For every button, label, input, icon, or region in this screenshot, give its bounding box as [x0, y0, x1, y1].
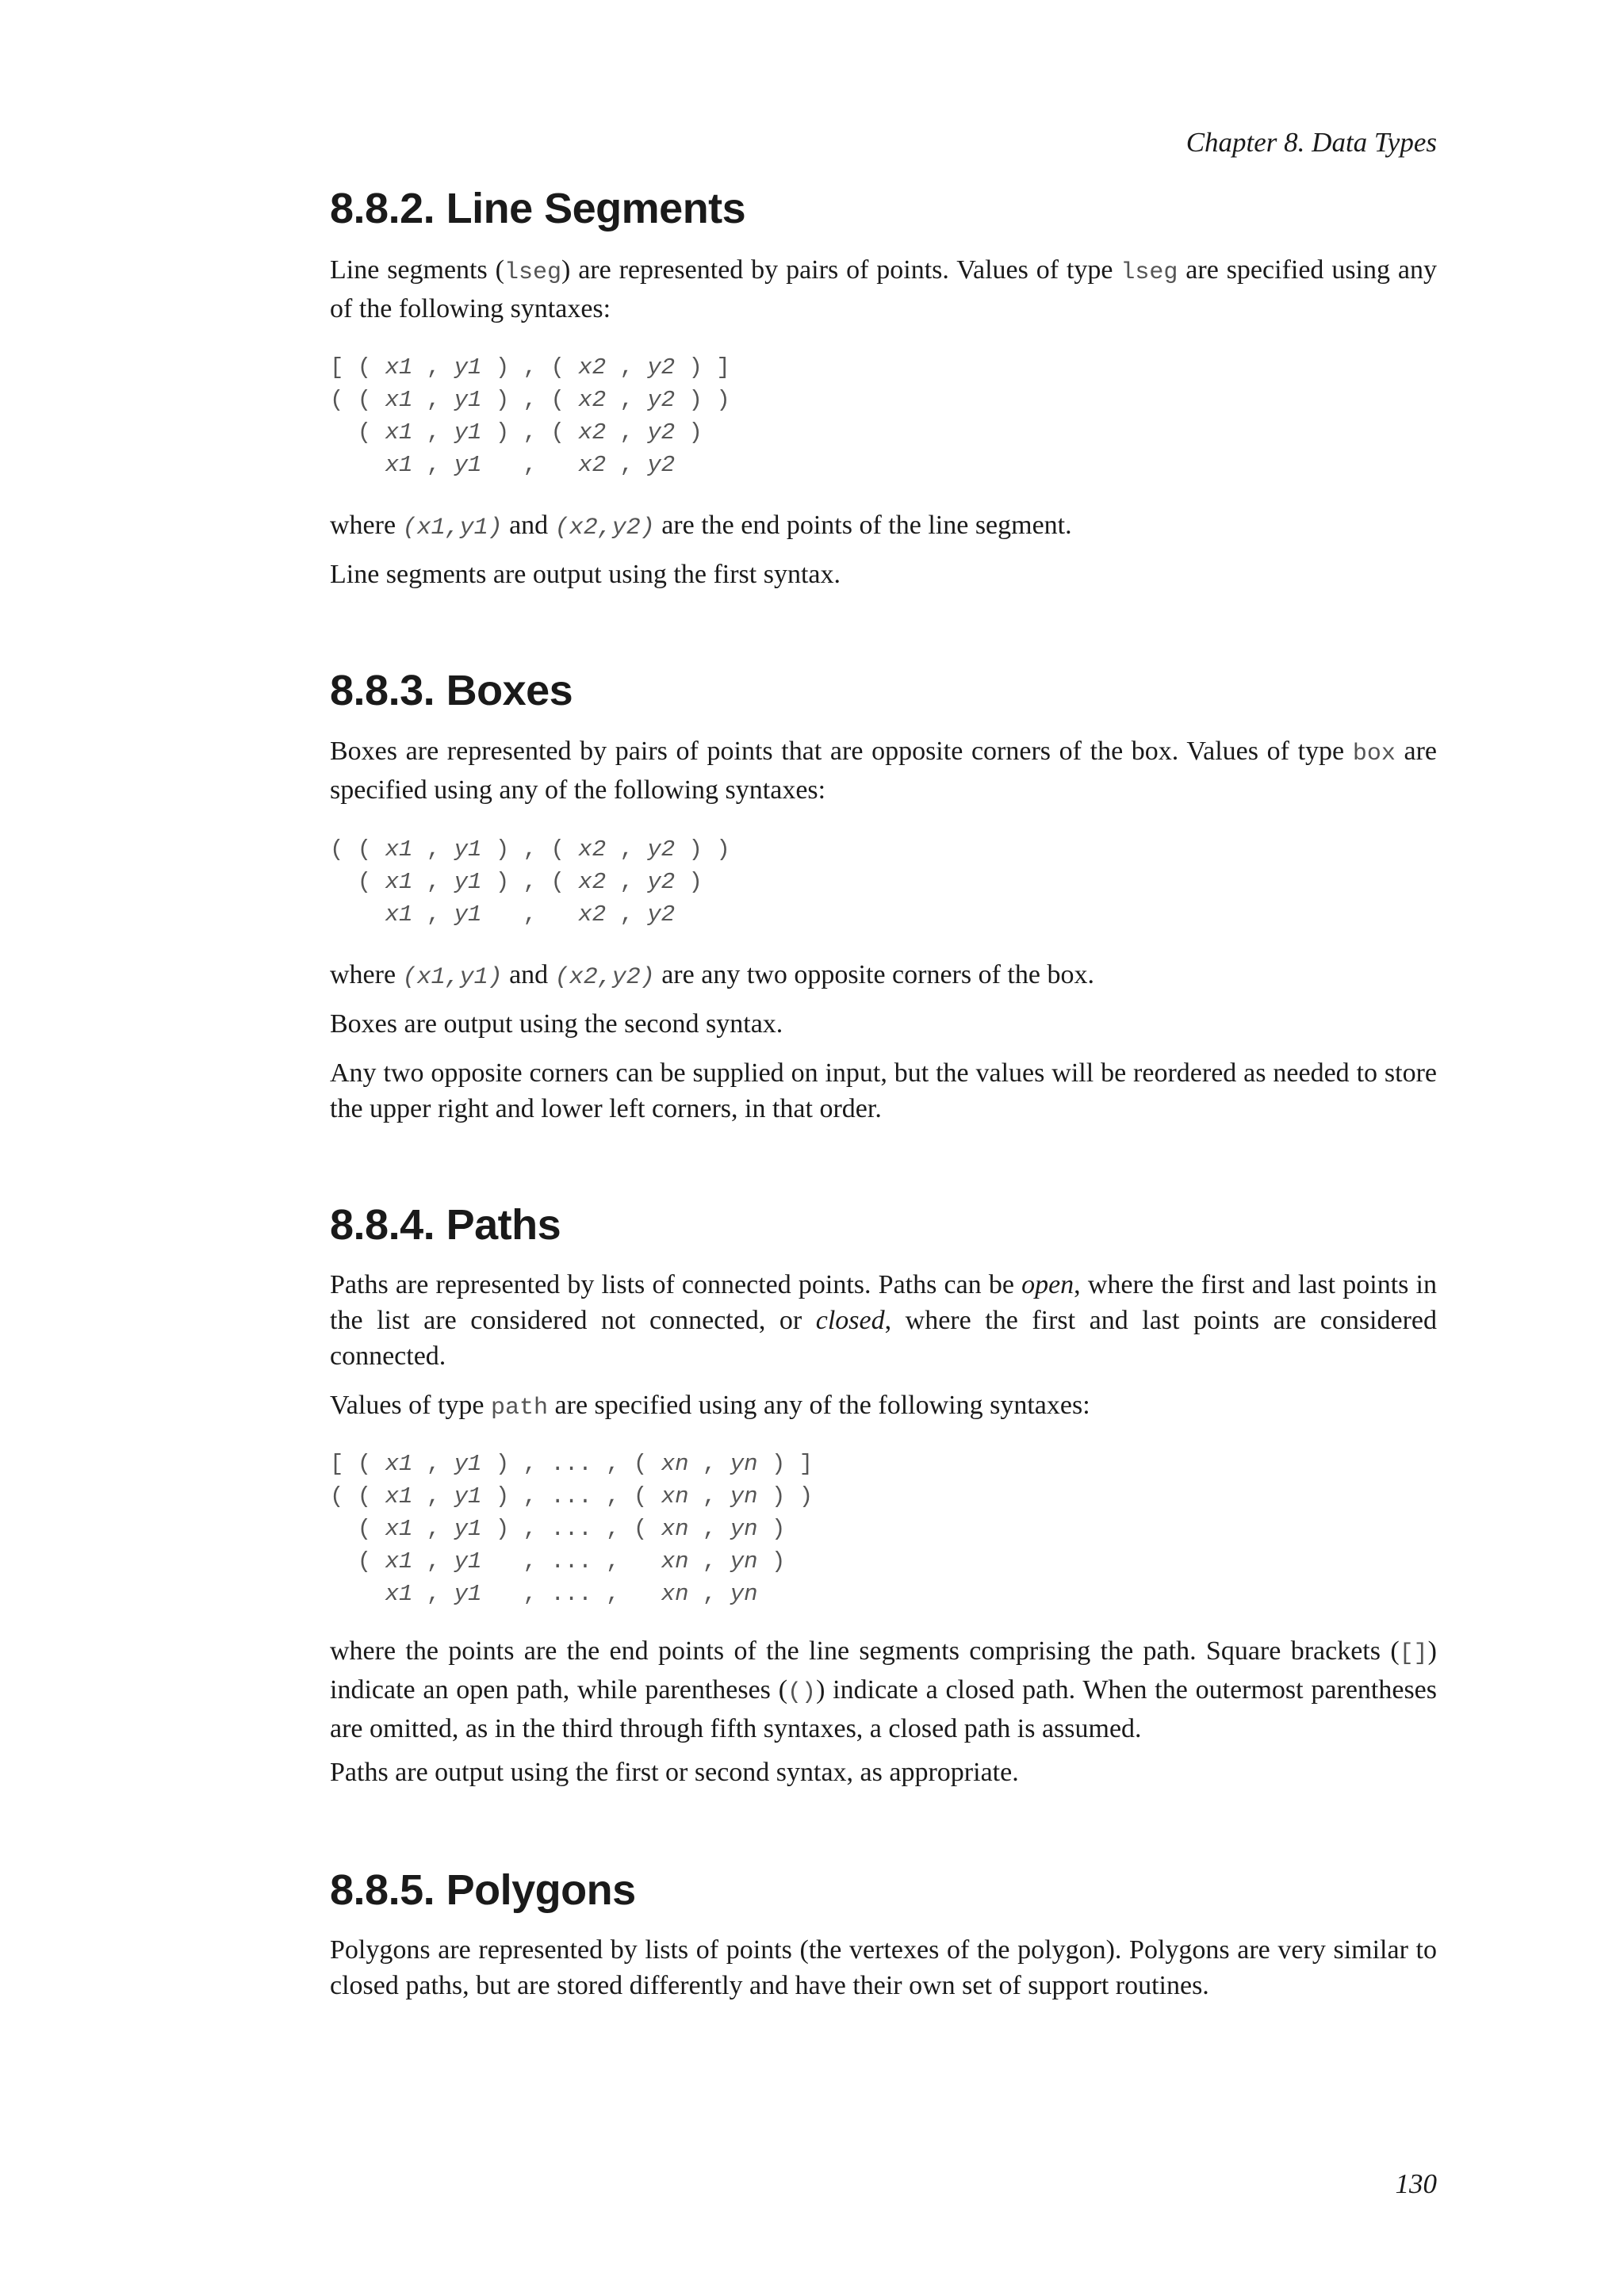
paragraph-path-output: Paths are output using the first or second syntax, as appropriate. — [330, 1758, 1019, 1787]
code-block-path-syntax: [ ( x1 , y1 ) , ... , ( xn , yn ) ] ( ( x1 , y1 ) , ... , ( xn , yn ) ) ( x1 , y1 ) , ... , ( xn , yn ) ( x1 , y1 , ... , xn , yn ) x1 , y1 , ... , xn , yn — [330, 1451, 814, 1607]
paragraph-box-intro: Boxes are represented by pairs of points that are opposite corners of the box. Values of type box are specified using any of the following syntaxes: — [330, 737, 1437, 805]
code-block-lseg-syntax: [ ( x1 , y1 ) , ( x2 , y2 ) ] ( ( x1 , y1 ) , ( x2 , y2 ) ) ( x1 , y1 ) , ( x2 , y2 ) x1 , y1 , x2 , y2 — [330, 354, 730, 478]
running-header: Chapter 8. Data Types — [1185, 127, 1437, 158]
code-block-box-syntax: ( ( x1 , y1 ) , ( x2 , y2 ) ) ( x1 , y1 ) , ( x2 , y2 ) x1 , y1 , x2 , y2 — [330, 836, 730, 928]
code-lseg: lseg — [1120, 259, 1178, 286]
paragraph-path-where: where the points are the end points of the line segments comprising the path. Square brackets ([]) indicate an open path, while parentheses (()) indicate a closed path. When the outermost parentheses are omitted, as in the third through fifth syntaxes, a closed path is assumed. — [330, 1636, 1437, 1743]
paragraph-box-where: where (x1,y1) and (x2,y2) are any two opposite corners of the box. — [330, 960, 1094, 991]
paragraph-lseg-output: Line segments are output using the first syntax. — [330, 560, 841, 589]
code-lseg: lseg — [504, 259, 561, 286]
paragraph-box-corners: Any two opposite corners can be supplied on input, but the values will be reordered as needed to store the upper right and lower left corners, in that order. — [330, 1058, 1437, 1123]
section-heading-paths: 8.8.4. Paths — [330, 1201, 561, 1249]
paragraph-path-values: Values of type path are specified using any of the following syntaxes: — [330, 1391, 1090, 1422]
code-path: path — [491, 1395, 549, 1422]
paragraph-lseg-intro: Line segments (lseg) are represented by pairs of points. Values of type lseg are specified using any of the following syntaxes: — [330, 255, 1437, 323]
section-heading-boxes: 8.8.3. Boxes — [330, 667, 573, 714]
section-heading-line-segments: 8.8.2. Line Segments — [330, 185, 746, 232]
section-heading-polygons: 8.8.5. Polygons — [330, 1866, 636, 1914]
paragraph-path-intro: Paths are represented by lists of connected points. Paths can be open, where the first and last points in the list are considered not connected, or closed, where the first and last points are considered connected. — [330, 1270, 1437, 1371]
paragraph-box-output: Boxes are output using the second syntax. — [330, 1009, 783, 1039]
code-box: box — [1352, 740, 1396, 767]
paragraph-polygon-intro: Polygons are represented by lists of points (the vertexes of the polygon). Polygons are very similar to closed paths, but are stored differently and have their own set of support routines. — [330, 1935, 1437, 2000]
page-number: 130 — [1395, 2168, 1437, 2199]
paragraph-lseg-where: where (x1,y1) and (x2,y2) are the end points of the line segment. — [330, 511, 1072, 541]
